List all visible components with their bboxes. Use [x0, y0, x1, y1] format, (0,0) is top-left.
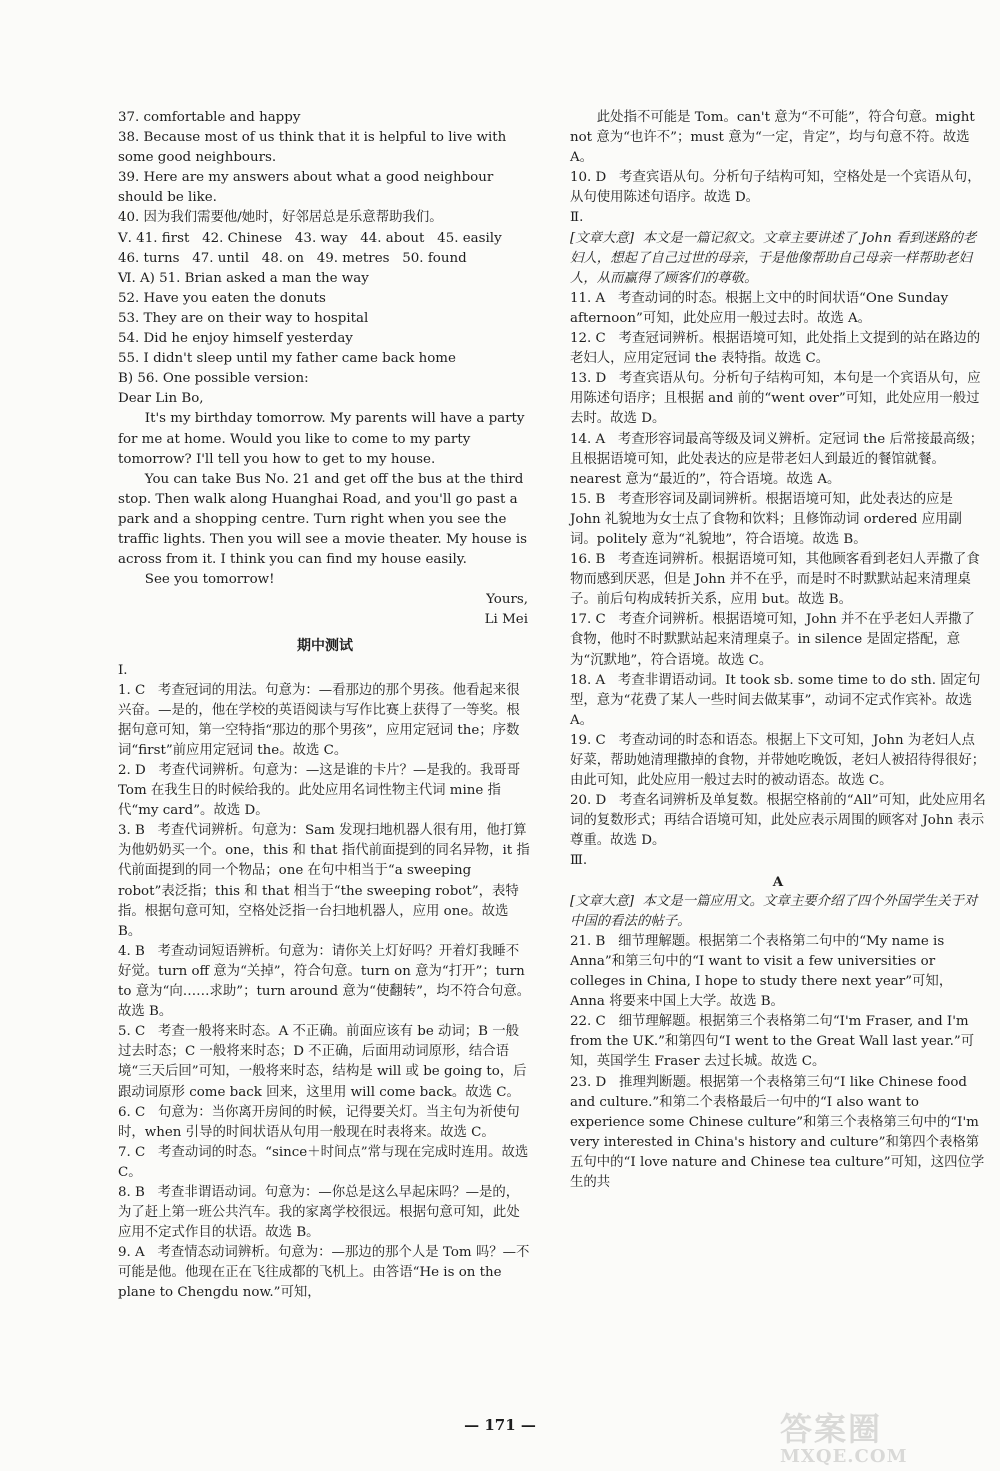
answer-paragraph: Dear Lin Bo,	[118, 391, 204, 407]
answer-paragraph: It's my birthday tomorrow. My parents will have a party for me at home. Would you like to come to my party tomorrow? I'll tell you how to get to my house.	[118, 411, 529, 467]
answer-paragraph: 3. B 考查代词辨析。句意为：Sam 发现扫地机器人很有用，他打算为他奶奶买一个。one，this 和 that 指代前面提到的同名异物，it 指代前面提到的同一个物品；one 在句中相当于“a sweeping robot”表泛指；this 和 that 相当于“the sweeping robot”，表特指。根据句意可知，空格处泛指一台扫地机器人，应用 one。故选 B。	[118, 823, 530, 939]
answer-paragraph: [文章大意] 本文是一篇应用文。文章主要介绍了四个外国学生关于对中国的看法的帖子。	[570, 893, 978, 929]
answer-paragraph: 6. C 句意为：当你离开房间的时候，记得要关灯。当主句为祈使句时，when 引导的时间状语从句用一般现在时表将来。故选 C。	[118, 1104, 520, 1140]
page-number: — 171 —	[464, 1416, 536, 1434]
answer-paragraph: 39. Here are my answers about what a good neighbour should be like.	[118, 170, 498, 206]
answer-paragraph: Ⅱ.	[570, 210, 584, 226]
answer-paragraph: 13. D 考查宾语从句。分析句子结构可知，本句是一个宾语从句，应用陈述句语序；且根据 and 前的“went over”可知，此处应用一般过去时。故选 D。	[570, 371, 981, 427]
answer-paragraph: 2. D 考查代词辨析。句意为：—这是谁的卡片？—是我的。我哥哥 Tom 在我生日的时候给我的。此处应用名词性物主代词 mine 指代“my card”。故选 D。	[118, 763, 525, 819]
answer-paragraph: 23. D 推理判断题。根据第一个表格第三句“I like Chinese food and culture.”和第二个表格最后一句中的“I also want to experience some Chinese culture”和第三个表格第三句中的“I'm very interested in China's history and culture”和第四个表格第五句中的“I love nature and Chinese tea culture”可知，这四位学生的共	[570, 1074, 985, 1190]
answer-paragraph: 53. They are on their way to hospital	[118, 310, 369, 326]
answer-paragraph: You can take Bus No. 21 and get off the bus at the third stop. Then walk along Huanghai Road, and you'll go past a park and a shopping centre. Turn right when you see the traffic lights. Then you will see a movie theater. My house is across from it. I think you can find my house easily.	[118, 471, 532, 568]
answer-paragraph: 16. B 考查连词辨析。根据语境可知，其他顾客看到老妇人弄撒了食物而感到厌恶，但是 John 并不在乎，而是时不时默默站起来清理桌子。前后句构成转折关系，应用 but。故选 B。	[570, 552, 980, 608]
answer-paragraph: 21. B 细节理解题。根据第二个表格第二句中的“My name is Anna”和第三句中的“I want to visit a few universities or colleges in China, I hope to study there next year”可知，Anna 将要来中国上大学。故选 B。	[570, 933, 953, 1010]
answer-paragraph: Ⅰ.	[118, 662, 128, 678]
answer-paragraph: 1. C 考查冠词的用法。句意为：—看那边的那个男孩。他看起来很兴奋。—是的，他在学校的英语阅读与写作比赛上获得了一等奖。根据句意可知，第一空特指“那边的那个男孩”，应用定冠词 the；序数词“first”前应用定冠词 the。故选 C。	[118, 682, 520, 758]
answer-paragraph: Yours,	[486, 592, 528, 608]
answer-paragraph: 40. 因为我们需要他/她时，好邻居总是乐意帮助我们。	[118, 210, 443, 226]
left-column	[118, 108, 532, 1403]
answer-paragraph: [文章大意] 本文是一篇记叙文。文章主要讲述了 John 看到迷路的老妇人，想起了自己过世的母亲，于是他像帮助自己母亲一样帮助老妇人，从而赢得了顾客们的尊敬。	[570, 230, 977, 286]
answer-paragraph: 9. A 考查情态动词辨析。句意为：—那边的那个人是 Tom 吗？—不可能是他。他现在正在飞往成都的飞机上。由答语“He is on the plane to Chengdu now.”可知，	[118, 1245, 530, 1301]
answer-paragraph: 4. B 考查动词短语辨析。句意为：请你关上灯好吗？开着灯我睡不好觉。turn off 意为“关掉”，符合句意。turn on 意为“打开”；turn to 意为“向……求助”；turn around 意为“使翻转”，均不符合句意。故选 B。	[118, 943, 531, 1020]
answer-paragraph: 52. Have you eaten the donuts	[118, 290, 326, 306]
answer-paragraph: 此处指不可能是 Tom。can't 意为“不可能”，符合句意。might not 意为“也许不”；must 意为“一定，肯定”，均与句意不符。故选 A。	[570, 110, 980, 166]
watermark-logo	[780, 1404, 990, 1468]
answer-paragraph: 10. D 考查宾语从句。分析句子结构可知，空格处是一个宾语从句，从句使用陈述句语序。故选 D。	[570, 170, 981, 206]
answer-paragraph: 19. C 考查动词的时态和语态。根据上下文可知，John 为老妇人点好菜，帮助她清理撒掉的食物，并带她吃晚饭，老妇人被招待得很好；由此可知，此处应用一般过去时的被动语态。故选 C。	[570, 732, 986, 789]
answer-paragraph: 8. B 考查非谓语动词。句意为：—你总是这么早起床吗？—是的，为了赶上第一班公共汽车。我的家离学校很远。根据句意可知，此处应用不定式作目的状语。故选 B。	[118, 1184, 520, 1241]
answer-paragraph: 15. B 考查形容词及副词辨析。根据语境可知，此处表达的应是 John 礼貌地为女士点了食物和饮料；且修饰动词 ordered 应用副词。politely 意为“礼貌地”，符合语境。故选 B。	[570, 491, 962, 547]
answer-paragraph: A	[772, 873, 784, 890]
answer-paragraph: 37. comfortable and happy	[118, 110, 301, 125]
answer-paragraph: 20. D 考查名词辨析及单复数。根据空格前的“All”可知，此处应用名词的复数形式；再结合语境可知，此处应表示周围的顾客对 John 表示尊重。故选 D。	[570, 793, 986, 849]
answer-paragraph: 17. C 考查介词辨析。根据语境可知，John 并不在乎老妇人弄撒了食物，他时不时默默站起来清理桌子。in silence 是固定搭配，意为“沉默地”，符合语境。故选 C。	[570, 612, 975, 668]
answer-paragraph: 5. C 考查一般将来时态。A 不正确。前面应该有 be 动词；B 一般过去时态；C 一般将来时态；D 不正确，后面用动词原形，结合语境“三天后回”可知，一般将来时态，结构是 will 或 be going to，后跟动词原形 come back 回来，这里用 will come back。故选 C。	[118, 1024, 527, 1100]
section-title: 期中测试	[297, 638, 353, 655]
answer-paragraph: Ⅴ. 41. first 42. Chinese 43. way 44. about 45. easily	[118, 230, 502, 246]
answer-paragraph: 18. A 考查非谓语动词。It took sb. some time to do sth. 固定句型，意为“花费了某人一些时间去做某事”，动词不定式作宾补。故选 A。	[570, 672, 981, 728]
answer-paragraph: 46. turns 47. until 48. on 49. metres 50. found	[118, 250, 467, 266]
watermark-text: 答案圈	[780, 1410, 883, 1448]
answer-paragraph: 22. C 细节理解题。根据第三个表格第二句“I'm Fraser, and I'm from the UK.”和第四句“I went to the Great Wall last year.”可知，英国学生 Fraser 去过长城。故选 C。	[570, 1014, 975, 1070]
watermark-url: MXQE.COM	[780, 1446, 908, 1467]
answer-paragraph: B) 56. One possible version:	[118, 371, 309, 387]
right-column	[570, 108, 986, 1403]
answer-paragraph: See you tomorrow!	[144, 572, 275, 588]
answer-paragraph: Li Mei	[484, 612, 528, 628]
answer-paragraph: 54. Did he enjoy himself yesterday	[118, 331, 353, 347]
answer-paragraph: 38. Because most of us think that it is helpful to live with some good neighbours.	[118, 130, 511, 166]
answer-paragraph: 12. C 考查冠词辨析。根据语境可知，此处指上文提到的站在路边的老妇人，应用定冠词 the 表特指。故选 C。	[570, 331, 981, 367]
answer-paragraph: 14. A 考查形容词最高等级及词义辨析。定冠词 the 后常接最高级；且根据语境可知，此处表达的应是带老妇人到最近的餐馆就餐。nearest 意为“最近的”，符合语境。故选 A。	[570, 431, 984, 487]
answer-paragraph: Ⅵ. A) 51. Brian asked a man the way	[118, 270, 369, 286]
answer-paragraph: Ⅲ.	[570, 853, 588, 869]
answer-paragraph: 7. C 考查动词的时态。“since＋时间点”常与现在完成时连用。故选 C。	[118, 1144, 533, 1180]
answer-paragraph: 55. I didn't sleep until my father came back home	[118, 351, 456, 367]
answer-paragraph: 11. A 考查动词的时态。根据上文中的时间状语“One Sunday afternoon”可知，此处应用一般过去时。故选 A。	[570, 290, 953, 326]
